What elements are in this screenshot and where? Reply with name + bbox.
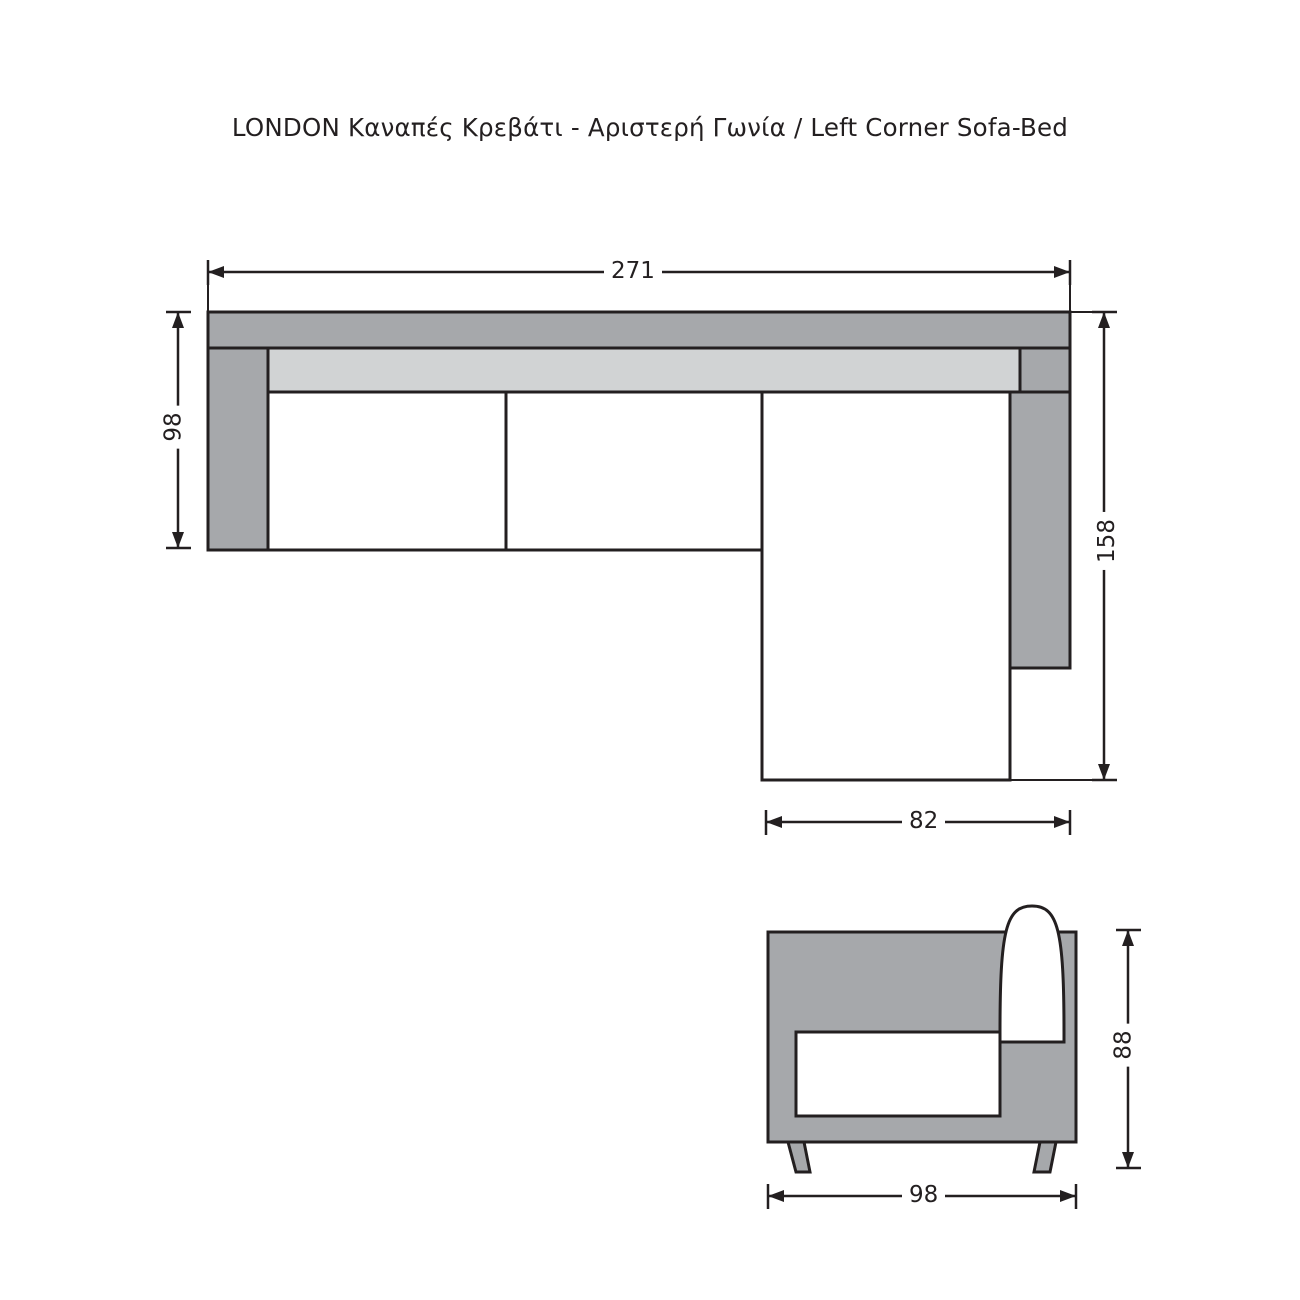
dimension-label-chaise-width: 82 <box>902 808 945 834</box>
side-view-shape <box>768 906 1076 1172</box>
dimension-label-overall-depth: 158 <box>1094 512 1120 570</box>
dimension-label-overall-width: 271 <box>604 258 662 284</box>
dimension-label-overall-height: 88 <box>1111 1023 1137 1066</box>
dimension-label-back-depth: 98 <box>161 405 187 448</box>
dimension-label-seat-depth: 98 <box>902 1182 945 1208</box>
top-view-shape <box>208 312 1070 780</box>
page-title: LONDON Καναπές Κρεβάτι - Αριστερή Γωνία / Left Corner Sofa-Bed <box>231 113 1069 142</box>
